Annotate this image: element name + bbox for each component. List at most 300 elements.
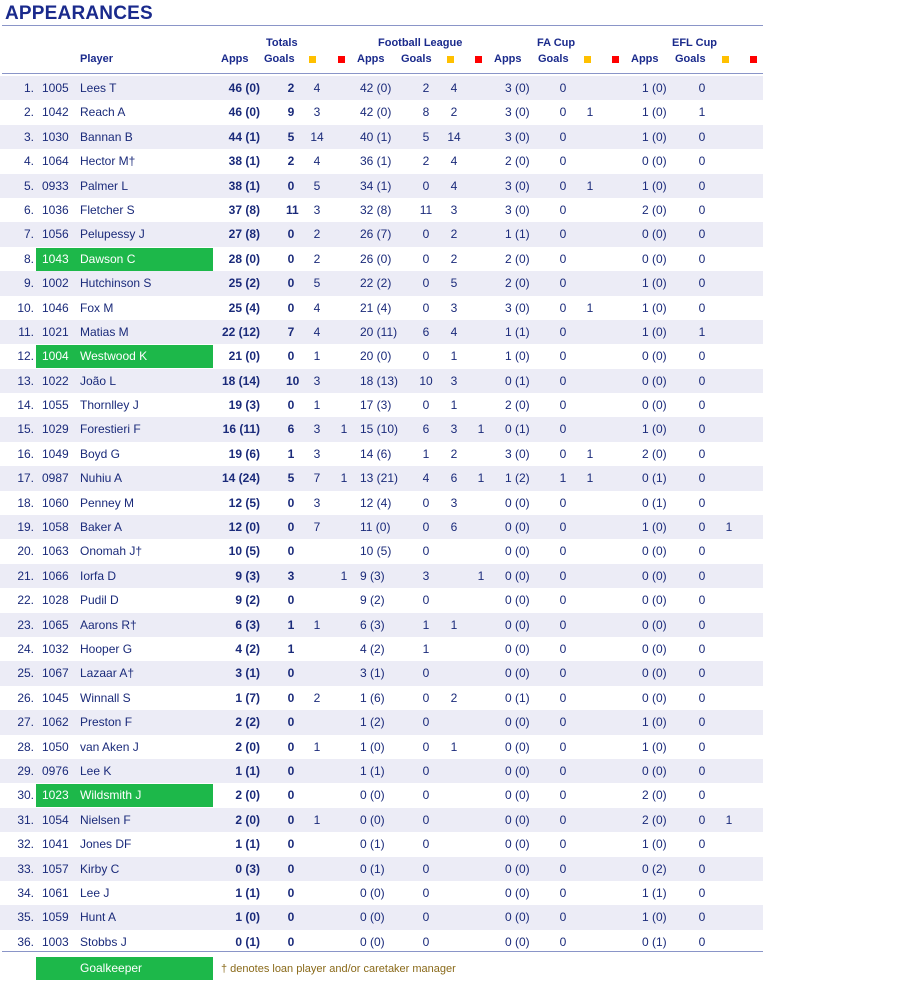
cell-egoals: 0 (698, 910, 706, 925)
cell-tapps: 14 (24) (221, 471, 260, 486)
header-eflcup-goals: Goals (675, 53, 706, 65)
cell-lgoals: 2 (422, 81, 430, 95)
goalkeeper-legend-label: Goalkeeper (80, 961, 143, 975)
cell-fgoals: 0 (559, 446, 567, 461)
cell-tgoals: 0 (287, 178, 295, 193)
cell-tapps: 38 (1) (228, 154, 260, 169)
cell-lapps: 0 (0) (360, 910, 385, 925)
cell-lgoals: 5 (422, 129, 430, 144)
cell-egoals: 0 (698, 520, 706, 535)
header-totals-apps: Apps (221, 53, 249, 65)
cell-num: 8. (23, 251, 34, 266)
table-row (0, 417, 763, 441)
cell-tapps: 46 (0) (228, 81, 260, 95)
table-row (0, 710, 763, 734)
cell-lgoals: 0 (422, 349, 430, 364)
cell-lyc: 2 (450, 690, 458, 705)
cell-tgoals: 0 (287, 690, 295, 705)
cell-eapps: 1 (0) (642, 324, 667, 339)
table-row (0, 491, 763, 515)
cell-tapps: 28 (0) (228, 251, 260, 266)
cell-fapps: 1 (1) (505, 227, 530, 242)
cell-lapps: 0 (0) (360, 885, 385, 900)
cell-num: 15. (17, 422, 34, 437)
cell-code: 1041 (42, 837, 69, 852)
table-row (0, 320, 763, 344)
cell-tgoals: 6 (287, 422, 295, 437)
cell-fapps: 0 (0) (505, 934, 530, 949)
cell-tapps: 21 (0) (228, 349, 260, 364)
cell-name: Pudil D (80, 593, 119, 608)
cell-lgoals: 0 (422, 251, 430, 266)
table-row (0, 222, 763, 246)
cell-fgoals: 0 (559, 422, 567, 437)
yellow-card-icon (447, 56, 454, 63)
cell-num: 26. (17, 690, 34, 705)
cell-lgoals: 0 (422, 227, 430, 242)
cell-num: 31. (17, 812, 34, 827)
cell-code: 1005 (42, 81, 69, 95)
cell-tapps: 44 (1) (228, 129, 260, 144)
cell-fgoals: 0 (559, 861, 567, 876)
cell-tapps: 12 (5) (228, 495, 260, 510)
table-row (0, 271, 763, 295)
cell-num: 18. (17, 495, 34, 510)
cell-tgoals: 0 (287, 398, 295, 413)
cell-eapps: 0 (0) (642, 568, 667, 583)
cell-fgoals: 0 (559, 276, 567, 291)
cell-egoals: 0 (698, 544, 706, 559)
cell-tgoals: 0 (287, 276, 295, 291)
cell-eapps: 0 (0) (642, 666, 667, 681)
cell-num: 27. (17, 715, 34, 730)
table-row (0, 100, 763, 124)
cell-tgoals: 0 (287, 788, 295, 803)
cell-tyc: 4 (313, 154, 321, 169)
cell-code: 1003 (42, 934, 69, 949)
cell-fapps: 0 (0) (505, 641, 530, 656)
cell-eapps: 0 (0) (642, 227, 667, 242)
loan-note: † denotes loan player and/or caretaker manager (221, 963, 456, 975)
cell-egoals: 0 (698, 81, 706, 95)
cell-eapps: 0 (0) (642, 349, 667, 364)
cell-eapps: 0 (0) (642, 544, 667, 559)
cell-fapps: 2 (0) (505, 398, 530, 413)
cell-tyc: 1 (313, 812, 321, 827)
cell-fapps: 3 (0) (505, 446, 530, 461)
cell-lyc: 3 (450, 300, 458, 315)
cell-egoals: 0 (698, 154, 706, 169)
table-row (0, 539, 763, 563)
cell-fgoals: 0 (559, 349, 567, 364)
cell-lgoals: 0 (422, 885, 430, 900)
cell-tapps: 3 (1) (235, 666, 260, 681)
cell-fgoals: 0 (559, 910, 567, 925)
cell-tgoals: 1 (287, 446, 295, 461)
table-row (0, 149, 763, 173)
cell-fgoals: 0 (559, 324, 567, 339)
cell-fapps: 3 (0) (505, 300, 530, 315)
cell-egoals: 0 (698, 934, 706, 949)
cell-lyc: 1 (450, 739, 458, 754)
cell-name: Penney M (80, 495, 135, 510)
cell-tgoals: 0 (287, 495, 295, 510)
cell-num: 19. (17, 520, 34, 535)
cell-name: Onomah J† (80, 544, 143, 559)
cell-fgoals: 0 (559, 300, 567, 315)
cell-code: 1059 (42, 910, 69, 925)
cell-tapps: 4 (2) (235, 641, 260, 656)
cell-egoals: 0 (698, 739, 706, 754)
cell-tapps: 2 (0) (235, 812, 260, 827)
cell-code: 1030 (42, 129, 69, 144)
cell-name: Iorfa D (80, 568, 117, 583)
cell-fgoals: 0 (559, 495, 567, 510)
cell-eapps: 1 (0) (642, 422, 667, 437)
cell-egoals: 0 (698, 202, 706, 217)
cell-code: 1055 (42, 398, 69, 413)
cell-num: 9. (23, 276, 34, 291)
cell-code: 0933 (42, 178, 69, 193)
cell-egoals: 0 (698, 398, 706, 413)
cell-lyc: 3 (450, 373, 458, 388)
cell-tapps: 22 (12) (221, 324, 260, 339)
cell-lapps: 0 (1) (360, 837, 385, 852)
cell-name: Preston F (80, 715, 133, 730)
cell-tgoals: 0 (287, 763, 295, 778)
cell-code: 1002 (42, 276, 69, 291)
header-facup-goals: Goals (538, 53, 569, 65)
cell-num: 10. (17, 300, 34, 315)
cell-tgoals: 0 (287, 593, 295, 608)
cell-lgoals: 0 (422, 666, 430, 681)
cell-eapps: 1 (0) (642, 105, 667, 120)
cell-fgoals: 1 (559, 471, 567, 486)
cell-fapps: 0 (0) (505, 617, 530, 632)
cell-num: 36. (17, 934, 34, 949)
appearances-table (0, 76, 763, 954)
cell-lapps: 22 (2) (360, 276, 392, 291)
table-row (0, 76, 763, 100)
cell-tgoals: 11 (286, 202, 299, 217)
cell-lapps: 13 (21) (360, 471, 399, 486)
cell-fyc: 1 (586, 471, 594, 486)
cell-lgoals: 0 (422, 178, 430, 193)
table-row (0, 344, 763, 368)
cell-eapps: 2 (0) (642, 788, 667, 803)
cell-lapps: 0 (0) (360, 934, 385, 949)
cell-fapps: 0 (0) (505, 739, 530, 754)
cell-egoals: 0 (698, 251, 706, 266)
cell-lgoals: 6 (422, 324, 430, 339)
cell-name: Matias M (80, 324, 129, 339)
cell-tgoals: 0 (287, 812, 295, 827)
cell-code: 1029 (42, 422, 69, 437)
cell-tgoals: 5 (287, 471, 295, 486)
cell-tyc: 4 (313, 300, 321, 315)
cell-num: 14. (17, 398, 34, 413)
cell-egoals: 0 (698, 690, 706, 705)
cell-tgoals: 1 (287, 617, 295, 632)
cell-fapps: 3 (0) (505, 129, 530, 144)
cell-fgoals: 0 (559, 593, 567, 608)
cell-lapps: 18 (13) (360, 373, 399, 388)
cell-code: 1056 (42, 227, 69, 242)
table-row (0, 174, 763, 198)
cell-fapps: 0 (0) (505, 861, 530, 876)
cell-tapps: 2 (0) (235, 739, 260, 754)
cell-egoals: 0 (698, 495, 706, 510)
cell-tyc: 3 (313, 202, 321, 217)
cell-tgoals: 9 (287, 105, 295, 120)
cell-code: 1064 (42, 154, 69, 169)
cell-egoals: 0 (698, 446, 706, 461)
cell-lapps: 32 (8) (360, 202, 392, 217)
cell-fgoals: 0 (559, 373, 567, 388)
cell-code: 1004 (42, 349, 69, 364)
cell-tapps: 25 (2) (228, 276, 260, 291)
cell-name: Kirby C (80, 861, 120, 876)
cell-lapps: 1 (2) (360, 715, 385, 730)
cell-fgoals: 0 (559, 178, 567, 193)
cell-name: João L (80, 373, 117, 388)
cell-eapps: 2 (0) (642, 446, 667, 461)
cell-lapps: 1 (1) (360, 763, 385, 778)
cell-eapps: 2 (0) (642, 202, 667, 217)
cell-lgoals: 0 (422, 593, 430, 608)
cell-num: 21. (17, 568, 34, 583)
cell-eapps: 2 (0) (642, 812, 667, 827)
cell-tapps: 38 (1) (228, 178, 260, 193)
cell-fapps: 0 (0) (505, 593, 530, 608)
cell-tapps: 19 (3) (228, 398, 260, 413)
cell-code: 1022 (42, 373, 69, 388)
cell-eapps: 0 (0) (642, 251, 667, 266)
cell-code: 1028 (42, 593, 69, 608)
header-efl-cup: EFL Cup (672, 37, 718, 49)
cell-tapps: 1 (0) (235, 910, 260, 925)
cell-name: Thornlley J (80, 398, 139, 413)
cell-fgoals: 0 (559, 251, 567, 266)
cell-num: 13. (17, 373, 34, 388)
cell-tyc: 5 (313, 276, 321, 291)
cell-fapps: 0 (0) (505, 885, 530, 900)
cell-name: Lazaar A† (80, 666, 135, 681)
cell-tgoals: 5 (287, 129, 295, 144)
cell-lapps: 6 (3) (360, 617, 385, 632)
cell-tgoals: 2 (287, 154, 295, 169)
table-row (0, 393, 763, 417)
table-row (0, 661, 763, 685)
cell-egoals: 0 (698, 178, 706, 193)
cell-tyc: 7 (313, 471, 321, 486)
cell-lapps: 0 (0) (360, 812, 385, 827)
header-fa-cup: FA Cup (537, 37, 576, 49)
cell-egoals: 0 (698, 837, 706, 852)
cell-fgoals: 0 (559, 666, 567, 681)
cell-name: Nuhiu A (80, 471, 123, 486)
cell-fapps: 3 (0) (505, 178, 530, 193)
cell-code: 1057 (42, 861, 69, 876)
cell-num: 25. (17, 666, 34, 681)
cell-tapps: 9 (3) (235, 568, 260, 583)
cell-lapps: 1 (6) (360, 690, 385, 705)
cell-tyc: 3 (313, 495, 321, 510)
cell-fgoals: 0 (559, 934, 567, 949)
cell-code: 1042 (42, 105, 69, 120)
cell-tgoals: 10 (286, 373, 300, 388)
cell-num: 33. (17, 861, 34, 876)
cell-egoals: 1 (698, 105, 706, 120)
cell-num: 22. (17, 593, 34, 608)
cell-fapps: 0 (0) (505, 910, 530, 925)
cell-lyc: 3 (450, 495, 458, 510)
cell-lyc: 1 (450, 398, 458, 413)
cell-fapps: 0 (0) (505, 788, 530, 803)
cell-lgoals: 1 (422, 641, 430, 656)
cell-fgoals: 0 (559, 837, 567, 852)
cell-lapps: 34 (1) (360, 178, 392, 193)
cell-tapps: 0 (3) (235, 861, 260, 876)
cell-fapps: 0 (0) (505, 495, 530, 510)
cell-fgoals: 0 (559, 739, 567, 754)
table-bottom-divider (2, 951, 763, 952)
cell-name: Lee J (80, 885, 110, 900)
cell-fgoals: 0 (559, 641, 567, 656)
cell-num: 7. (23, 227, 34, 242)
cell-code: 1046 (42, 300, 69, 315)
table-row (0, 125, 763, 149)
cell-tyc: 1 (313, 398, 321, 413)
cell-lapps: 1 (0) (360, 739, 385, 754)
cell-tapps: 0 (1) (235, 934, 260, 949)
cell-egoals: 0 (698, 788, 706, 803)
cell-eapps: 0 (0) (642, 398, 667, 413)
header-divider (2, 73, 763, 74)
cell-num: 32. (17, 837, 34, 852)
cell-lgoals: 0 (422, 788, 430, 803)
cell-lyc: 2 (450, 105, 458, 120)
cell-lgoals: 0 (422, 276, 430, 291)
cell-lgoals: 0 (422, 398, 430, 413)
cell-lyc: 4 (450, 324, 458, 339)
cell-num: 23. (17, 617, 34, 632)
cell-num: 2. (23, 105, 34, 120)
cell-lgoals: 0 (422, 812, 430, 827)
cell-fapps: 3 (0) (505, 81, 530, 95)
cell-eapps: 1 (0) (642, 739, 667, 754)
cell-name: Hector M† (80, 154, 136, 169)
cell-code: 1062 (42, 715, 69, 730)
cell-lapps: 40 (1) (360, 129, 392, 144)
cell-tapps: 18 (14) (221, 373, 260, 388)
cell-fgoals: 0 (559, 105, 567, 120)
table-row (0, 857, 763, 881)
cell-fgoals: 0 (559, 398, 567, 413)
cell-tyc: 3 (313, 422, 321, 437)
cell-fapps: 0 (1) (505, 422, 530, 437)
table-row (0, 881, 763, 905)
cell-tapps: 16 (11) (222, 422, 260, 437)
table-row (0, 735, 763, 759)
cell-tyc: 3 (313, 373, 321, 388)
cell-egoals: 0 (698, 373, 706, 388)
cell-lapps: 42 (0) (360, 81, 392, 95)
table-row (0, 515, 763, 539)
cell-tyc: 1 (313, 617, 321, 632)
cell-tgoals: 3 (287, 568, 295, 583)
cell-egoals: 0 (698, 885, 706, 900)
cell-num: 24. (17, 641, 34, 656)
cell-name: Pelupessy J (80, 227, 145, 242)
cell-tgoals: 0 (287, 666, 295, 681)
cell-fapps: 1 (2) (505, 471, 530, 486)
cell-lyc: 3 (450, 202, 458, 217)
cell-num: 17. (17, 471, 34, 486)
cell-fgoals: 0 (559, 568, 567, 583)
cell-name: Palmer L (80, 178, 129, 193)
cell-num: 34. (17, 885, 34, 900)
table-row (0, 783, 763, 807)
cell-tyc: 2 (313, 690, 321, 705)
cell-lgoals: 6 (422, 422, 430, 437)
cell-tapps: 1 (1) (235, 763, 260, 778)
cell-name: Dawson C (80, 251, 136, 266)
cell-eapps: 1 (0) (642, 837, 667, 852)
cell-fgoals: 0 (559, 544, 567, 559)
cell-tapps: 6 (3) (235, 617, 260, 632)
cell-fapps: 2 (0) (505, 251, 530, 266)
cell-lrc: 1 (477, 422, 485, 437)
cell-egoals: 0 (698, 641, 706, 656)
cell-lapps: 4 (2) (360, 641, 385, 656)
cell-code: 1061 (42, 885, 69, 900)
cell-tyc: 4 (313, 324, 321, 339)
header-football-league: Football League (378, 37, 463, 49)
cell-lapps: 26 (7) (360, 227, 392, 242)
cell-tgoals: 0 (287, 520, 295, 535)
cell-eapps: 1 (0) (642, 81, 667, 95)
cell-fgoals: 0 (559, 202, 567, 217)
cell-tgoals: 7 (287, 324, 295, 339)
cell-fyc: 1 (586, 446, 594, 461)
cell-name: Lees T (80, 81, 117, 95)
cell-fgoals: 0 (559, 812, 567, 827)
cell-eapps: 0 (0) (642, 373, 667, 388)
cell-lyc: 4 (450, 154, 458, 169)
header-league-goals: Goals (401, 53, 432, 65)
header-league-apps: Apps (357, 53, 385, 65)
cell-tyc: 3 (313, 446, 321, 461)
cell-fapps: 0 (0) (505, 837, 530, 852)
cell-tgoals: 0 (287, 861, 295, 876)
cell-lgoals: 0 (422, 837, 430, 852)
cell-eapps: 0 (0) (642, 641, 667, 656)
cell-fapps: 0 (0) (505, 715, 530, 730)
cell-fapps: 0 (0) (505, 544, 530, 559)
cell-eapps: 1 (0) (642, 129, 667, 144)
title-divider (2, 25, 763, 26)
cell-trc: 1 (340, 422, 348, 437)
cell-lgoals: 0 (422, 300, 430, 315)
cell-fgoals: 0 (559, 154, 567, 169)
cell-code: 1065 (42, 617, 69, 632)
cell-lyc: 1 (450, 349, 458, 364)
cell-egoals: 0 (698, 666, 706, 681)
cell-name: Fox M (80, 300, 114, 315)
cell-tyc: 1 (313, 349, 321, 364)
cell-fgoals: 0 (559, 690, 567, 705)
